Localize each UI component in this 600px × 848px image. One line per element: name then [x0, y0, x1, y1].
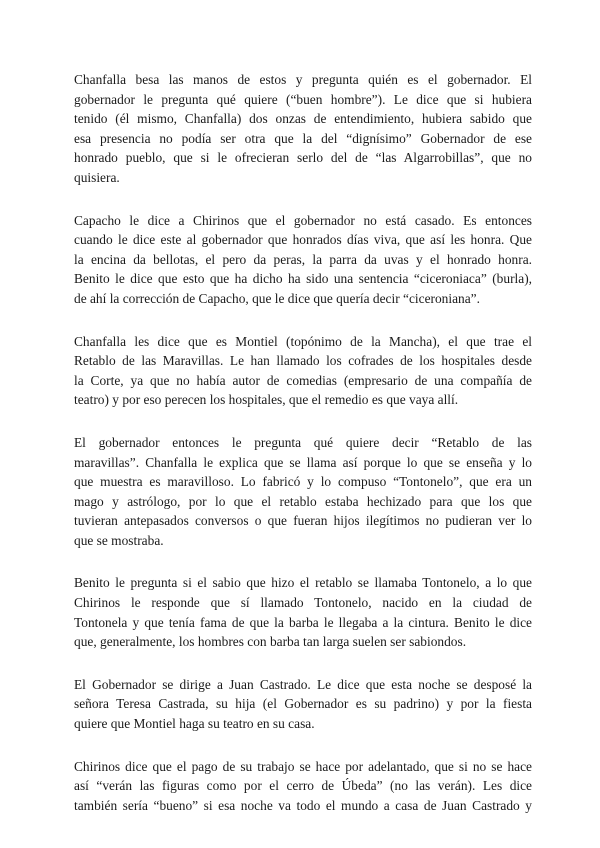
paragraph-5	[74, 573, 532, 651]
text-line: que se mostraba.	[74, 532, 164, 548]
text-line: Chanfalla les dice que es Montiel (topónimo de la Mancha), el que trae el	[74, 333, 532, 349]
text-line: teatro) y por eso perecen los hospitales, que el remedio es que vaya allí.	[74, 392, 459, 408]
text-line: tenido (él mismo, Chanfalla) dos onzas de entendimiento, hubiera sabido que	[74, 111, 532, 127]
text-line: señora Teresa Castrada, su hija (el Gobernador es su padrino) y por la fiesta	[74, 696, 532, 712]
text-line: honrado pueblo, que si le ofrecieran serlo del de “las Algarrobillas”, que no	[74, 150, 532, 166]
text-line: El Gobernador se dirige a Juan Castrado. Le dice que esta noche se desposé la	[74, 676, 532, 692]
text-line: también sería “bueno” si esa noche va todo el mundo a casa de Juan Castrado y	[74, 797, 532, 813]
paragraph-4	[74, 433, 532, 551]
text-line: quiere que Montiel haga su teatro en su casa.	[74, 716, 315, 732]
text-line: tuvieran antepasados conversos o que fueran hijos ilegítimos no pudieran ver lo	[74, 513, 532, 529]
text-line: Capacho le dice a Chirinos que el gobernador no está casado. Es entonces	[74, 212, 532, 228]
text-line: mago y astrólogo, por lo que el retablo estaba hechizado para que los que	[74, 493, 532, 509]
paragraph-2	[74, 211, 532, 309]
document-body	[74, 70, 532, 838]
text-line: de ahí la corrección de Capacho, que le dice que quería decir “ciceroniana”.	[74, 290, 480, 306]
paragraph-7	[74, 757, 532, 816]
text-line: Tontonela y que tenía fama de que la barba le llegaba a la cintura. Benito le dice	[74, 614, 532, 630]
text-line: quisiera.	[74, 169, 120, 185]
text-line: Chirinos dice que el pago de su trabajo se hace por adelantado, que si no se hace	[74, 758, 532, 774]
text-line: así “verán las figuras como por el cerro de Úbeda” (no las verán). Les dice	[74, 778, 532, 794]
text-line: Chirinos le responde que sí llamado Tontonelo, nacido en la ciudad de	[74, 595, 532, 611]
text-line: la Corte, ya que no había autor de comedias (empresario de una compañía de	[74, 372, 532, 388]
paragraph-3	[74, 332, 532, 410]
text-line: esa presencia no podía ser otra que la del “dignísimo” Gobernador de ese	[74, 130, 532, 146]
text-line: que muestra es maravilloso. Lo fabricó y lo compuso “Tontonelo”, que era un	[74, 474, 532, 490]
text-line: Benito le dice que esto que ha dicho ha sido una sentencia “ciceroniaca” (burla),	[74, 271, 532, 287]
paragraph-1	[74, 70, 532, 188]
text-line: maravillas”. Chanfalla le explica que se llama así porque lo que se enseña y lo	[74, 454, 532, 470]
text-line: cuando le dice este al gobernador que honrados días viva, que así les honra. Que	[74, 232, 532, 248]
text-line: El gobernador entonces le pregunta qué quiere decir “Retablo de las	[74, 434, 532, 450]
text-line: que, generalmente, los hombres con barba tan larga suelen ser sabiondos.	[74, 634, 467, 650]
text-line: Benito le pregunta si el sabio que hizo el retablo se llamaba Tontonelo, a lo que	[74, 575, 532, 591]
text-line: gobernador le pregunta qué quiere (“buen hombre”). Le dice que si hubiera	[74, 91, 532, 107]
paragraph-6	[74, 675, 532, 734]
text-line: Chanfalla besa las manos de estos y pregunta quién es el gobernador. El	[74, 72, 532, 87]
text-line: Retablo de las Maravillas. Le han llamado los cofrades de los hospitales desde	[74, 353, 532, 369]
text-line: la encina da bellotas, el pero da peras, la parra da uvas y el honrado honra.	[74, 251, 532, 267]
